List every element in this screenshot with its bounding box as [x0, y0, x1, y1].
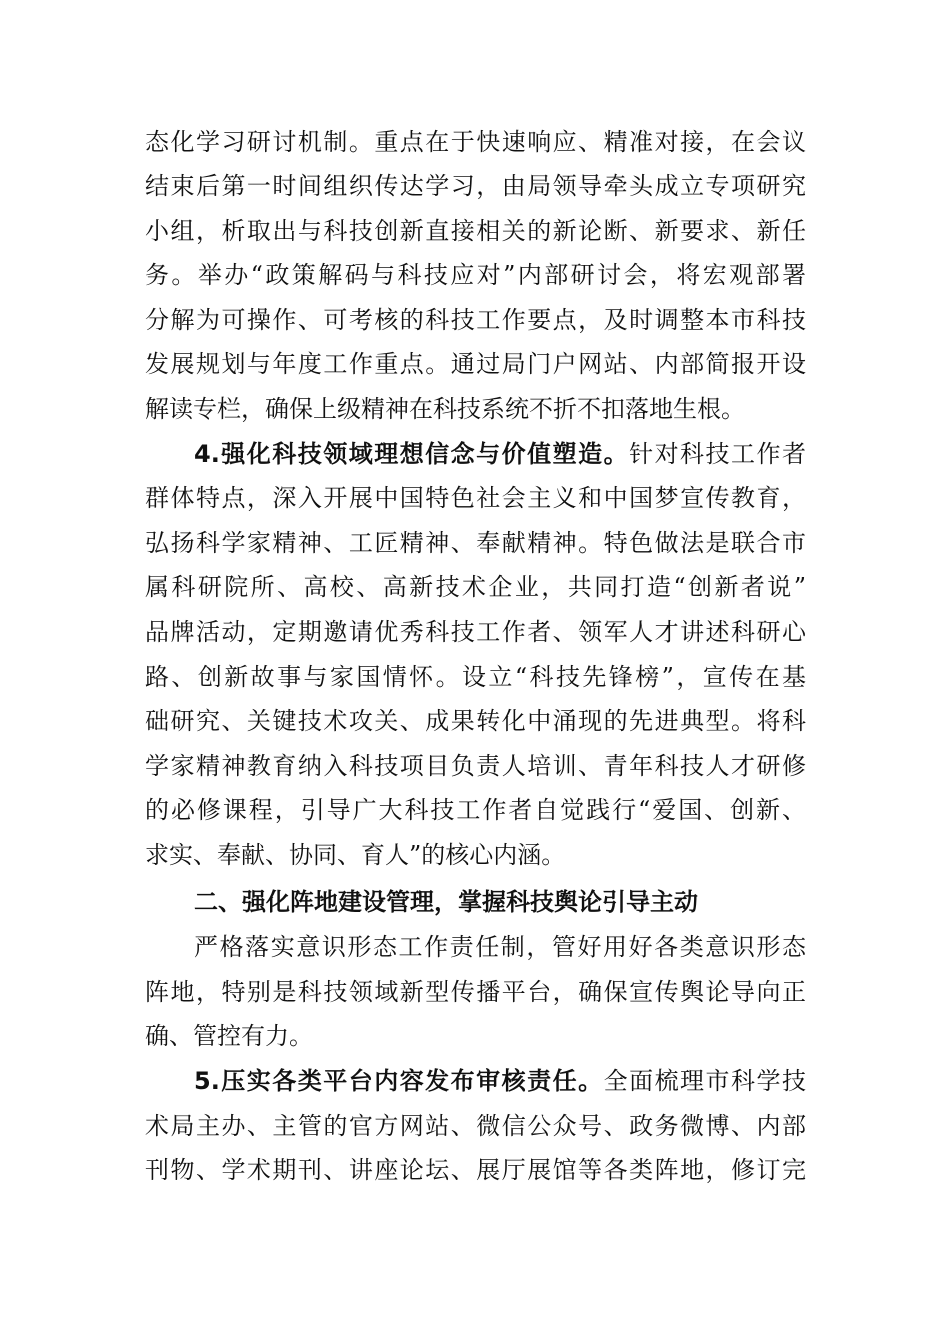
text-line — [194, 1066, 806, 1096]
text-line — [145, 617, 806, 647]
text-line — [145, 127, 806, 157]
body-text: 全面梳理市科学技 — [603, 1067, 806, 1095]
text-line — [145, 216, 806, 246]
text-line — [145, 572, 806, 602]
section-heading — [194, 887, 806, 917]
body-text: 态化学习研讨机制。重点在于快速响应、精准对接，在会议 — [145, 128, 806, 156]
bold-heading-text: 4.强化科技领域理想信念与价值塑造。 — [194, 440, 630, 468]
body-text: 础研究、关键技术攻关、成果转化中涌现的先进典型。将科 — [145, 707, 806, 735]
text-line — [194, 932, 806, 962]
text-line — [145, 751, 806, 781]
body-text: 路、创新故事与家国情怀。设立“科技先锋榜”，宣传在基 — [145, 663, 806, 691]
text-line — [145, 483, 806, 513]
body-text: 严格落实意识形态工作责任制，管好用好各类意识形态 — [194, 933, 806, 961]
body-text: 小组，析取出与科技创新直接相关的新论断、新要求、新任 — [145, 217, 806, 245]
text-line — [145, 305, 806, 335]
body-text: 品牌活动，定期邀请优秀科技工作者、领军人才讲述科研心 — [145, 618, 806, 646]
body-text: 发展规划与年度工作重点。通过局门户网站、内部简报开设 — [145, 350, 806, 378]
text-line — [145, 394, 806, 424]
text-line — [145, 977, 806, 1007]
bold-heading-text: 5.压实各类平台内容发布审核责任。 — [194, 1067, 604, 1095]
body-text: 针对科技工作者 — [629, 440, 806, 468]
body-text: 确、管控有力。 — [145, 1022, 313, 1050]
body-text: 分解为可操作、可考核的科技工作要点，及时调整本市科技 — [145, 306, 806, 334]
body-text: 刊物、学术期刊、讲座论坛、展厅展馆等各类阵地，修订完 — [145, 1156, 806, 1184]
text-line — [145, 171, 806, 201]
body-text: 群体特点，深入开展中国特色社会主义和中国梦宣传教育， — [145, 484, 806, 512]
text-line — [145, 349, 806, 379]
body-text: 的必修课程，引导广大科技工作者自觉践行“爱国、创新、 — [145, 796, 806, 824]
body-text: 术局主办、主管的官方网站、微信公众号、政务微博、内部 — [145, 1112, 806, 1140]
body-text: 求实、奉献、协同、育人”的核心内涵。 — [145, 841, 566, 869]
text-line — [145, 795, 806, 825]
text-line — [145, 1111, 806, 1141]
text-line — [145, 706, 806, 736]
text-line — [145, 528, 806, 558]
text-line — [145, 260, 806, 290]
body-text: 解读专栏，确保上级精神在科技系统不折不扣落地生根。 — [145, 395, 745, 423]
body-text: 属科研院所、高校、高新技术企业，共同打造“创新者说” — [145, 573, 806, 601]
body-text: 结束后第一时间组织传达学习，由局领导牵头成立专项研究 — [145, 172, 806, 200]
text-line — [145, 1021, 806, 1051]
text-line — [194, 439, 806, 469]
text-line — [145, 1155, 806, 1185]
bold-heading-text: 二、强化阵地建设管理，掌握科技舆论引导主动 — [194, 888, 698, 916]
body-text: 务。举办“政策解码与科技应对”内部研讨会，将宏观部署 — [145, 261, 806, 289]
text-line — [145, 662, 806, 692]
body-text: 弘扬科学家精神、工匠精神、奉献精神。特色做法是联合市 — [145, 529, 806, 557]
body-text: 学家精神教育纳入科技项目负责人培训、青年科技人才研修 — [145, 752, 806, 780]
body-text: 阵地，特别是科技领域新型传播平台，确保宣传舆论导向正 — [145, 978, 806, 1006]
text-line — [145, 840, 806, 870]
